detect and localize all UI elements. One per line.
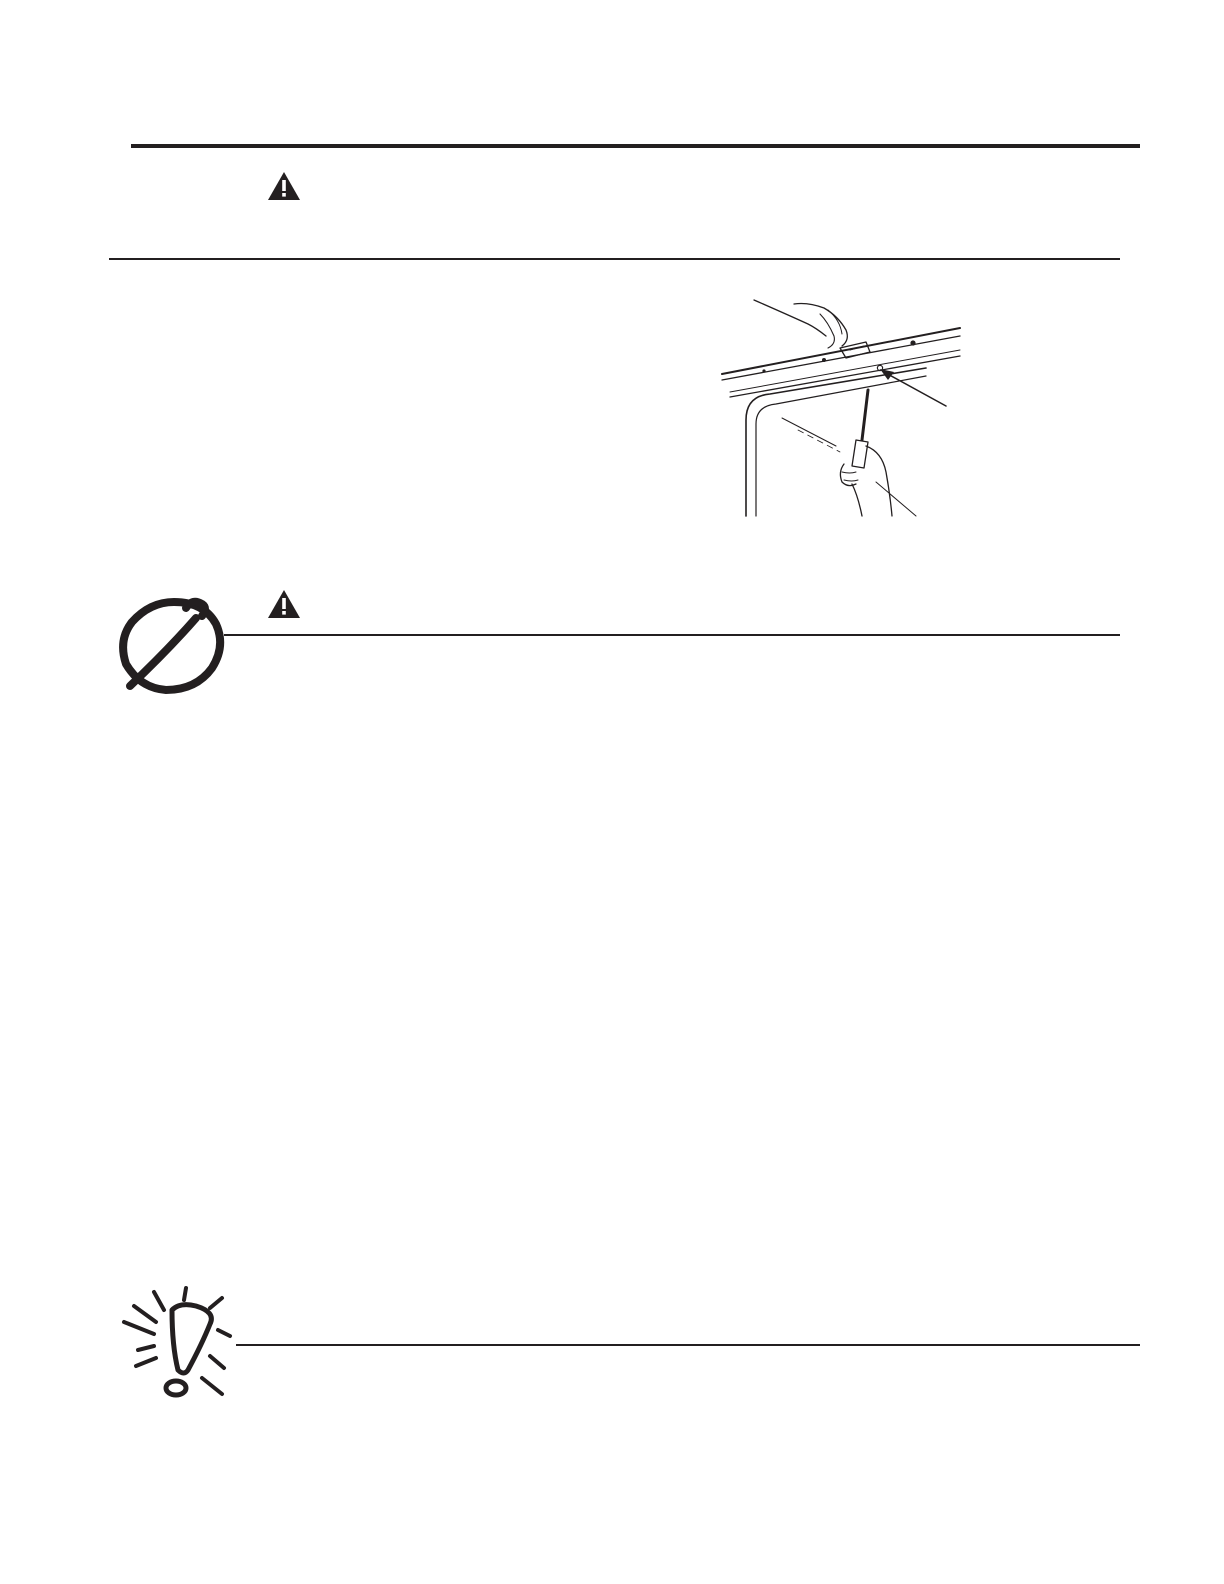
warning-icon bbox=[266, 588, 302, 620]
tip-divider bbox=[236, 1344, 1140, 1346]
tip-icon bbox=[118, 1286, 248, 1402]
warning-icon bbox=[266, 170, 302, 202]
section-divider bbox=[109, 258, 1120, 260]
caution-divider bbox=[224, 634, 1120, 636]
installation-illustration bbox=[716, 296, 962, 518]
top-divider bbox=[131, 144, 1140, 148]
prohibited-icon bbox=[108, 594, 232, 698]
